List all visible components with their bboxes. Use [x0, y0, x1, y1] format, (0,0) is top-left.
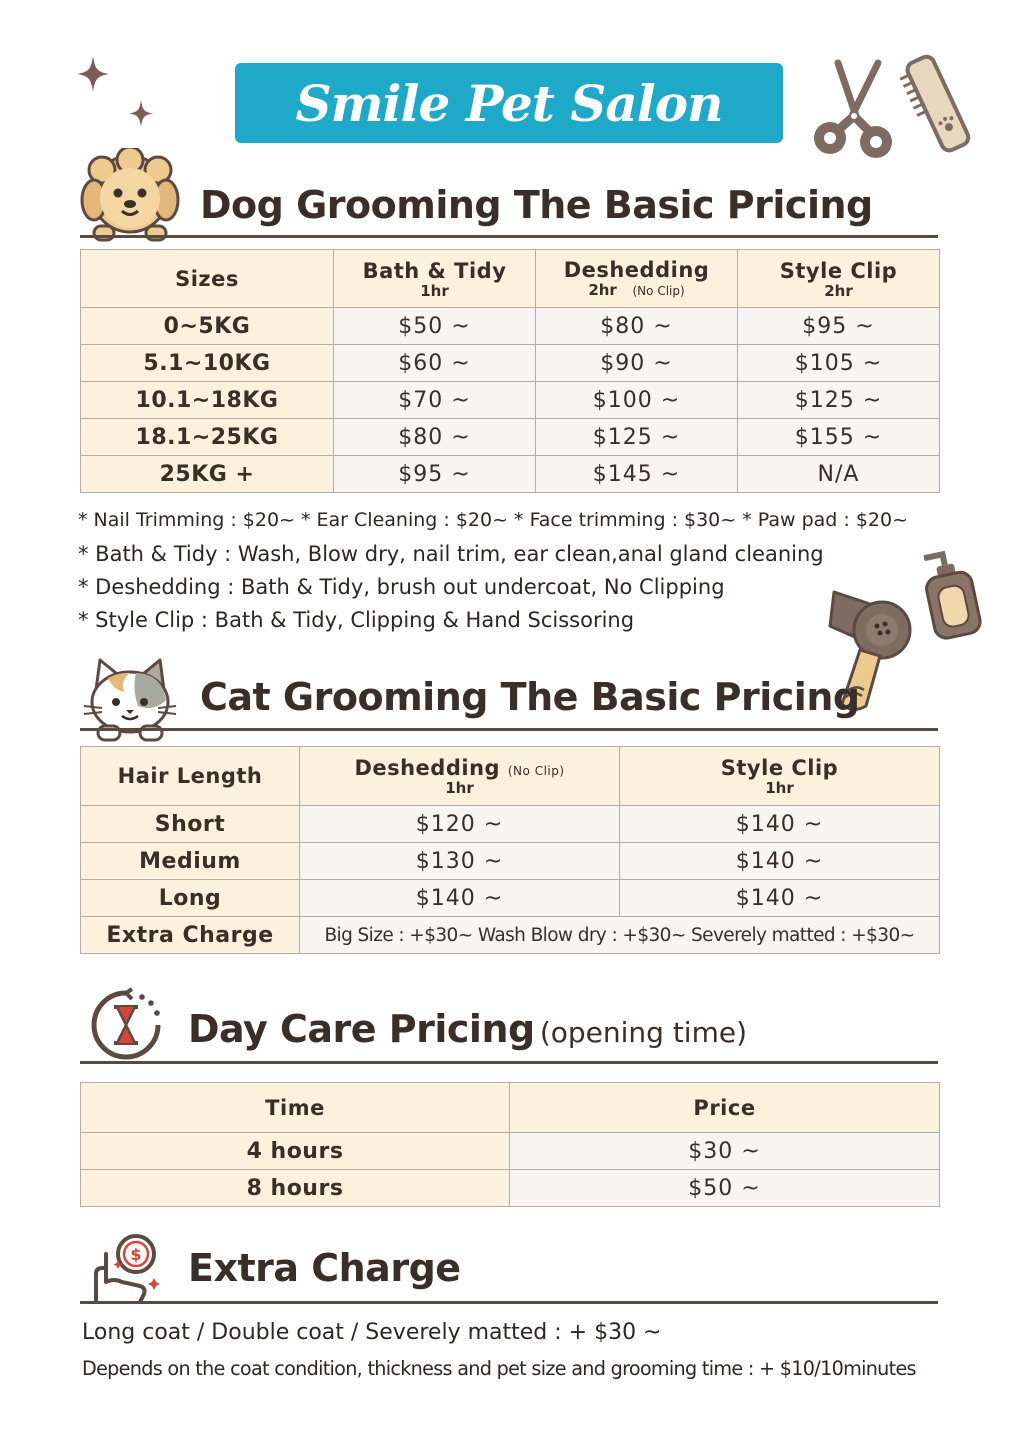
table-row [81, 308, 940, 345]
header-deshedding: Deshedding 2hr (No Clip) [536, 250, 738, 308]
size-cell: 10.1~18KG [81, 382, 334, 419]
price-cell: $125 ~ [536, 419, 738, 456]
price-cell: $140 ~ [620, 880, 940, 917]
price-cell: $50 ~ [510, 1170, 940, 1207]
time-cell: 8 hours [81, 1170, 510, 1207]
price-cell: N/A [738, 456, 940, 493]
price-cell: $95 ~ [334, 456, 536, 493]
scissors-icon [808, 58, 898, 163]
coin-hand-icon [88, 1232, 166, 1304]
price-cell: $100 ~ [536, 382, 738, 419]
dog-note-style-clip: * Style Clip : Bath & Tidy, Clipping & Hand Scissoring [78, 608, 635, 632]
header-bath-tidy: Bath & Tidy 1hr [334, 250, 536, 308]
hair-length-cell: Long [81, 880, 300, 917]
comb-icon [900, 52, 975, 156]
price-cell: $70 ~ [334, 382, 536, 419]
price-cell: $30 ~ [510, 1133, 940, 1170]
price-cell: $155 ~ [738, 419, 940, 456]
price-cell: $125 ~ [738, 382, 940, 419]
extra-charge-line-2: Depends on the coat condition, thickness and pet size and grooming time : + $10/10minutes [82, 1357, 916, 1380]
table-row [81, 1133, 940, 1170]
sparkle-icon [77, 56, 109, 92]
daycare-pricing-table [80, 1082, 940, 1207]
size-cell: 18.1~25KG [81, 419, 334, 456]
header-sizes: Sizes [81, 250, 334, 308]
dog-section-title: Dog Grooming The Basic Pricing [200, 183, 873, 227]
divider [80, 235, 938, 238]
size-cell: 25KG + [81, 456, 334, 493]
size-cell: 5.1~10KG [81, 345, 334, 382]
dog-face-icon [80, 148, 180, 243]
table-header-row [81, 1083, 940, 1133]
cat-section-title: Cat Grooming The Basic Pricing [200, 675, 860, 719]
price-cell: $105 ~ [738, 345, 940, 382]
daycare-subheading: (opening time) [539, 1016, 747, 1049]
table-row [81, 806, 940, 843]
header-style-clip: Style Clip 1hr [620, 747, 940, 806]
header-deshedding: Deshedding (No Clip) 1hr [300, 747, 620, 806]
cat-pricing-table [80, 746, 940, 954]
time-cell: 4 hours [81, 1133, 510, 1170]
sparkle-icon [129, 100, 153, 127]
price-cell: $90 ~ [536, 345, 738, 382]
extra-charge-title: Extra Charge [188, 1246, 461, 1290]
extra-charge-line-1: Long coat / Double coat / Severely matted : + $30 ~ [82, 1320, 662, 1345]
shampoo-bottle-icon [918, 548, 988, 640]
table-row [81, 456, 940, 493]
price-cell: $50 ~ [334, 308, 536, 345]
size-cell: 0~5KG [81, 308, 334, 345]
hourglass-clock-icon [86, 987, 166, 1065]
header-hair-length: Hair Length [81, 747, 300, 806]
price-cell: $130 ~ [300, 843, 620, 880]
divider [80, 728, 938, 731]
extra-charge-label: Extra Charge [81, 917, 300, 954]
dog-note-bath: * Bath & Tidy : Wash, Blow dry, nail trim, ear clean,anal gland cleaning [78, 542, 824, 566]
table-row [81, 345, 940, 382]
table-header-row [81, 250, 940, 308]
price-cell: $120 ~ [300, 806, 620, 843]
title-banner [235, 63, 783, 143]
table-row [81, 419, 940, 456]
daycare-heading: Day Care Pricing [188, 1007, 535, 1051]
svg-text:$: $ [130, 1245, 142, 1264]
dog-pricing-table [80, 249, 940, 493]
price-cell: $145 ~ [536, 456, 738, 493]
table-row [81, 880, 940, 917]
dog-note-deshedding: * Deshedding : Bath & Tidy, brush out undercoat, No Clipping [78, 575, 725, 599]
header-price: Price [510, 1083, 940, 1133]
salon-title: Smile Pet Salon [295, 73, 723, 133]
table-row [81, 917, 940, 954]
table-row [81, 382, 940, 419]
price-cell: $140 ~ [620, 843, 940, 880]
table-row [81, 843, 940, 880]
price-cell: $80 ~ [334, 419, 536, 456]
price-cell: $80 ~ [536, 308, 738, 345]
table-header-row [81, 747, 940, 806]
hair-length-cell: Short [81, 806, 300, 843]
header-style-clip: Style Clip 2hr [738, 250, 940, 308]
daycare-title [188, 1007, 747, 1051]
price-cell: $95 ~ [738, 308, 940, 345]
price-cell: $140 ~ [620, 806, 940, 843]
header-time: Time [81, 1083, 510, 1133]
table-row [81, 1170, 940, 1207]
dog-note-addons: * Nail Trimming : $20~ * Ear Cleaning : $20~ * Face trimming : $30~ * Paw pad : $20~ [78, 509, 909, 531]
divider [80, 1061, 938, 1064]
hair-length-cell: Medium [81, 843, 300, 880]
divider [80, 1301, 938, 1304]
extra-charge-cell: Big Size : +$30~ Wash Blow dry : +$30~ Severely matted : +$30~ [300, 917, 940, 954]
price-cell: $60 ~ [334, 345, 536, 382]
price-cell: $140 ~ [300, 880, 620, 917]
